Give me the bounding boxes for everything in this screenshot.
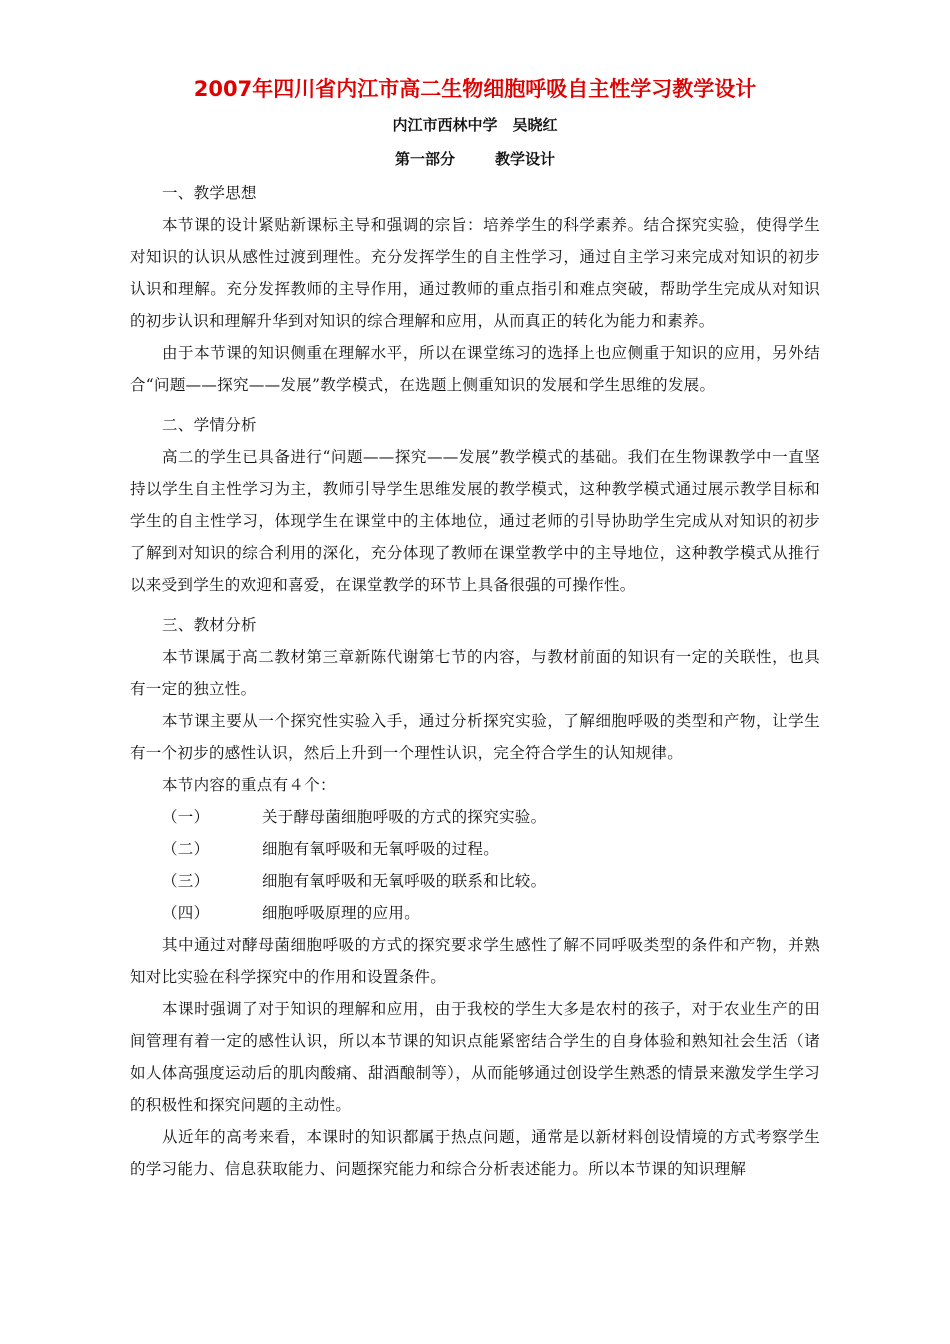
section-heading-textbook-analysis: 三、教材分析 <box>162 616 257 634</box>
paragraph: 本节课的设计紧贴新课标主导和强调的宗旨：培养学生的科学素养。结合探究实验，使得学生对知识的认识从感性过渡到理性。充分发挥学生的自主性学习，通过自主学习来完成对知识的初步认识和理解。充分发挥教师的主导作用，通过教师的重点指引和难点突破，帮助学生完成从对知识的初步认识和理解升华到对知识的综合理解和应用，从而真正的转化为能力和素养。 <box>130 216 820 330</box>
section-heading-student-analysis: 二、学情分析 <box>162 416 257 434</box>
paragraph: 本课时强调了对于知识的理解和应用，由于我校的学生大多是农村的孩子，对于农业生产的田间管理有着一定的感性认识，所以本节课的知识点能紧密结合学生的自身体验和熟知社会生活（诸如人体高强度运动后的肌肉酸痛、甜酒酿制等），从而能够通过创设学生熟悉的情景来激发学生学习的积极性和探究问题的主动性。 <box>130 1000 820 1114</box>
list-number: （二） <box>162 840 210 858</box>
paragraph: 从近年的高考来看，本课时的知识都属于热点问题，通常是以新材料创设情境的方式考察学生的学习能力、信息获取能力、问题探究能力和综合分析表述能力。所以本节课的知识理解 <box>130 1128 820 1178</box>
list-text: 细胞有氧呼吸和无氧呼吸的联系和比较。 <box>262 872 547 890</box>
part-label: 第一部分 <box>394 150 455 168</box>
paragraph: 本节内容的重点有４个： <box>162 776 336 794</box>
paragraph: 高二的学生已具备进行“问题——探究——发展”教学模式的基础。我们在生物课教学中一直坚持以学生自主性学习为主，教师引导学生思维发展的教学模式，这种教学模式通过展示教学目标和学生的自主性学习，体现学生在课堂中的主体地位，通过老师的引导协助学生完成从对知识的初步了解到对知识的综合利用的深化，充分体现了教师在课堂教学中的主导地位，这种教学模式从推行以来受到学生的欢迎和喜爱，在课堂教学的环节上具备很强的可操作性。 <box>130 448 820 594</box>
document-title: 2007年四川省内江市高二生物细胞呼吸自主性学习教学设计 <box>193 77 757 101</box>
part-name: 教学设计 <box>495 150 556 168</box>
list-number: （一） <box>162 808 210 826</box>
list-item <box>130 897 820 929</box>
list-number: （三） <box>162 872 210 890</box>
document-page <box>130 72 820 1185</box>
author-line: 内江市西林中学 吴晓红 <box>392 116 558 134</box>
paragraph: 其中通过对酵母菌细胞呼吸的方式的探究要求学生感性了解不同呼吸类型的条件和产物，并熟知对比实验在科学探究中的作用和设置条件。 <box>130 936 820 986</box>
paragraph: 本节课属于高二教材第三章新陈代谢第七节的内容，与教材前面的知识有一定的关联性，也具有一定的独立性。 <box>130 648 820 698</box>
paragraph: 本节课主要从一个探究性实验入手，通过分析探究实验，了解细胞呼吸的类型和产物，让学生有一个初步的感性认识，然后上升到一个理性认识，完全符合学生的认知规律。 <box>130 712 820 762</box>
list-text: 细胞有氧呼吸和无氧呼吸的过程。 <box>262 840 500 858</box>
list-item <box>130 833 820 865</box>
paragraph: 由于本节课的知识侧重在理解水平，所以在课堂练习的选择上也应侧重于知识的应用，另外结合“问题——探究——发展”教学模式，在选题上侧重知识的发展和学生思维的发展。 <box>130 344 820 394</box>
section-heading-teaching-philosophy: 一、教学思想 <box>162 184 257 202</box>
list-item <box>130 801 820 833</box>
part-heading <box>130 149 820 169</box>
list-item <box>130 865 820 897</box>
document-body <box>130 177 820 1185</box>
list-text: 细胞呼吸原理的应用。 <box>262 904 421 922</box>
list-number: （四） <box>162 904 210 922</box>
list-text: 关于酵母菌细胞呼吸的方式的探究实验。 <box>262 808 547 826</box>
